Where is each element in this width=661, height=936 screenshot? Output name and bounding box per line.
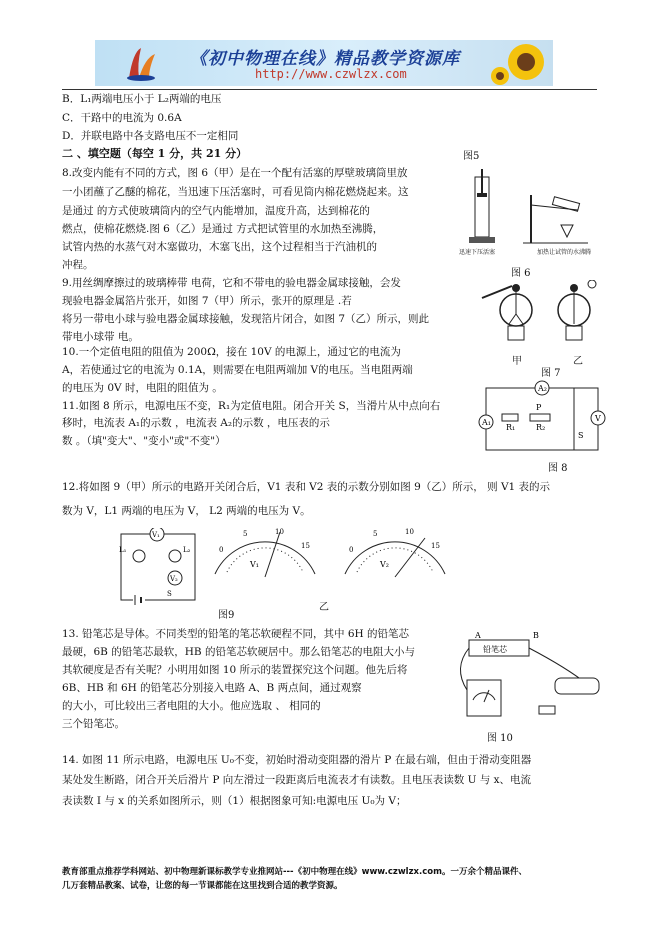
header-banner bbox=[95, 40, 553, 86]
svg-text:V₁: V₁ bbox=[152, 531, 160, 539]
footer bbox=[62, 865, 602, 893]
sunflower-image bbox=[490, 40, 553, 86]
footer-line-1: 教育部重点推荐学科网站、初中物理新课标教学专业推网站---《初中物理在线》www.czwlzx.com。一万余个精品课件、 bbox=[62, 867, 527, 877]
svg-text:R₁: R₁ bbox=[506, 423, 516, 432]
svg-text:A₁: A₁ bbox=[482, 418, 491, 427]
option-c: C．干路中的电流为 0.6A bbox=[62, 112, 182, 124]
svg-text:S: S bbox=[578, 431, 584, 440]
site-url[interactable]: http://www.czwlzx.com bbox=[255, 67, 407, 81]
q13-line-3: 其软硬度是否有关呢？小明用如图 10 所示的装置探究这个问题。他先后将 bbox=[62, 664, 408, 676]
site-title: 《初中物理在线》精品教学资源库 bbox=[190, 49, 460, 69]
q10-line-1: 10.一个定值电阻的阻值为 200Ω，接在 10V 的电源上，通过它的电流为 bbox=[62, 346, 401, 358]
q13-line-6: 三个铅笔芯。 bbox=[62, 718, 125, 730]
q12-line-2: 数为 V，L1 两端的电压为 V， L2 两端的电压为 V。 bbox=[62, 505, 311, 517]
section-heading: 二 、填空题（每空 1 分，共 21 分） bbox=[62, 147, 248, 160]
v1-tick-5: 5 bbox=[243, 530, 248, 538]
q14-line-1: 14. 如图 11 所示电路，电源电压 U₀不变，初始时滑动变阻器的滑片 P 在最右端，但由于滑动变阻器 bbox=[62, 754, 532, 766]
fig7-caption: 图 7 bbox=[541, 368, 561, 379]
svg-text:A₂: A₂ bbox=[538, 384, 547, 393]
q12-line-1: 12.将如图 9（甲）所示的电路开关闭合后，V1 表和 V2 表的示数分别如图 9（乙）所示， 则 V1 表的示 bbox=[62, 481, 551, 493]
v2-symbol: V₂ bbox=[380, 560, 389, 569]
q13-line-5: 的大小，可比较出三者电阻的大小。他应选取 、 相同的 bbox=[62, 700, 321, 712]
fig7-label-a: 甲 bbox=[512, 356, 522, 367]
v2-tick-0: 0 bbox=[349, 546, 354, 554]
q13-line-2: 最硬，6B 的铅笔芯最软，HB 的铅笔芯软硬居中。那么铅笔芯的电阻大小与 bbox=[62, 646, 415, 658]
q8-line-3: 是通过 的方式使玻璃筒内的空气内能增加，温度升高，达到棉花的 bbox=[62, 205, 370, 217]
fig9-label-b: 乙 bbox=[319, 602, 329, 613]
fig7-label-b: 乙 bbox=[573, 356, 583, 367]
pencil-label: 铅笔芯 bbox=[483, 645, 507, 654]
figure-6 bbox=[463, 165, 613, 275]
fig5-caption: 图5 bbox=[463, 151, 480, 162]
v1-tick-15: 15 bbox=[301, 542, 310, 550]
q14-line-3: 表读数 I 与 x 的关系如图所示，则（1）根据图象可知:电源电压 U₀为 V； bbox=[62, 795, 407, 807]
v2-tick-10: 10 bbox=[405, 528, 414, 536]
fig6-caption-b: 加热让试管的水沸腾 bbox=[537, 249, 592, 256]
voltmeter-v2-dial bbox=[335, 522, 455, 584]
voltmeter-v1-dial bbox=[205, 522, 325, 584]
v1-tick-0: 0 bbox=[219, 546, 224, 554]
svg-text:V₂: V₂ bbox=[170, 575, 178, 583]
site-logo bbox=[123, 44, 159, 82]
q13-line-1: 13. 铅笔芯是导体。不同类型的铅笔的笔芯软硬程不同，其中 6H 的铅笔芯 bbox=[62, 628, 410, 640]
q14-line-2: 某处发生断路，闭合开关后滑片 P 向左滑过一段距离后电流表才有读数。且电压表读数 U 与 x、电流 bbox=[62, 774, 532, 786]
v1-symbol: V₁ bbox=[250, 560, 259, 569]
v2-tick-5: 5 bbox=[373, 530, 378, 538]
v1-tick-10: 10 bbox=[275, 528, 284, 536]
svg-text:P: P bbox=[536, 403, 542, 412]
fig10-caption: 图 10 bbox=[487, 733, 513, 744]
q13-line-4: 6B、HB 和 6H 的铅笔芯分别接入电路 A、B 两点间，通过观察 bbox=[62, 682, 362, 694]
footer-line-2: 几万套精品教案、试卷，让您的每一节课都能在这里找到合适的教学资源。 bbox=[62, 881, 343, 891]
figure-9-circuit bbox=[115, 528, 205, 608]
v2-tick-15: 15 bbox=[431, 542, 440, 550]
q11-line-3: 数 。（填"变大"、"变小"或"不变"） bbox=[62, 435, 226, 447]
svg-text:V: V bbox=[595, 414, 601, 423]
q11-line-2: 移时，电流表 A₁的示数 ，电流表 A₂的示数 ，电压表的示 bbox=[62, 417, 330, 429]
fig6-caption: 图 6 bbox=[511, 268, 531, 279]
q8-line-2: 一小团蘸了乙醚的棉花，当迅速下压活塞时，可看见筒内棉花燃烧起来。这 bbox=[62, 186, 409, 198]
svg-text:B: B bbox=[533, 631, 539, 640]
q9-line-4: 带电小球带 电。 bbox=[62, 331, 139, 343]
q8-line-5: 试管内热的水蒸气对木塞做功，木塞飞出，这个过程相当于汽油机的 bbox=[62, 241, 377, 253]
svg-text:L₂: L₂ bbox=[183, 546, 191, 554]
q9-line-3: 将另一带电小球与验电器金属球接触，发现箔片闭合，如图 7（乙）所示，则此 bbox=[62, 313, 430, 325]
figure-10 bbox=[447, 628, 607, 728]
svg-text:L₁: L₁ bbox=[119, 546, 127, 554]
svg-text:R₂: R₂ bbox=[536, 423, 546, 432]
q8-line-6: 冲程。 bbox=[62, 259, 94, 271]
q8-line-1: 8.改变内能有不同的方式，图 6（甲）是在一个配有活塞的厚壁玻璃筒里放 bbox=[62, 167, 408, 179]
q11-line-1: 11.如图 8 所示，电源电压不变，R₁为定值电阻。闭合开关 S，当滑片从中点向右 bbox=[62, 400, 441, 412]
fig9-caption: 图9 bbox=[218, 610, 235, 621]
svg-text:S: S bbox=[167, 590, 172, 598]
q10-line-3: 的电压为 0V 时，电阻的阻值为 。 bbox=[62, 382, 223, 394]
q8-line-4: 燃点，使棉花燃烧.图 6（乙）是通过 方式把试管里的水加热至沸腾， bbox=[62, 223, 384, 235]
q10-line-2: A，若使通过它的电流为 0.1A，则需要在电阻两端加 V的电压。当电阻两端 bbox=[62, 364, 413, 376]
figure-7 bbox=[480, 280, 610, 348]
svg-text:A: A bbox=[475, 631, 481, 640]
figure-8 bbox=[478, 378, 606, 456]
option-d: D．并联电路中各支路电压不一定相同 bbox=[62, 130, 239, 142]
q9-line-1: 9.用丝绸摩擦过的玻璃棒带 电荷，它和不带电的验电器金属球接触，会发 bbox=[62, 277, 401, 289]
q9-line-2: 现验电器金属箔片张开，如图 7（甲）所示，张开的原理是 .若 bbox=[62, 295, 352, 307]
option-b: B．L₁两端电压小于 L₂两端的电压 bbox=[62, 93, 222, 105]
fig8-caption: 图 8 bbox=[548, 463, 568, 474]
fig6-caption-a: 迅速下压活塞 bbox=[459, 249, 496, 256]
